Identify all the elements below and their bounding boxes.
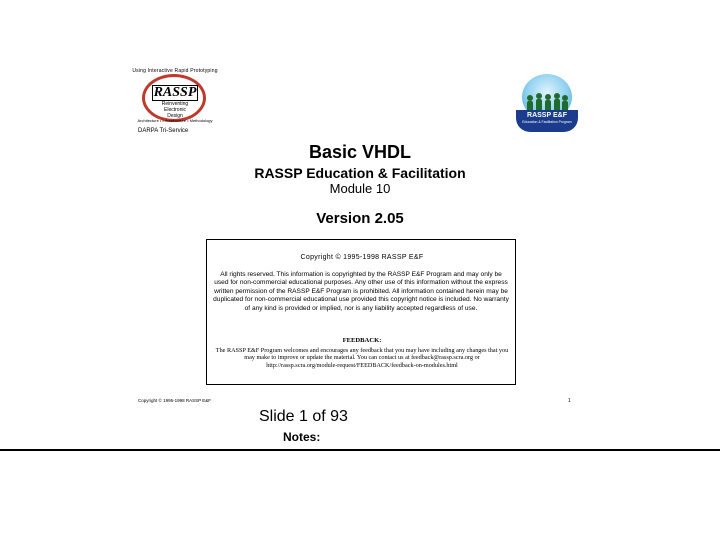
version-label: Version 2.05	[316, 210, 404, 227]
module-label: Module 10	[329, 181, 391, 196]
badge-subtitle: Education & Facilitation Program	[522, 120, 572, 124]
logo-sub-text	[150, 101, 200, 119]
rassp-logo	[130, 68, 220, 130]
logo-sub-line: Reinventing	[161, 101, 189, 107]
feedback-body	[215, 347, 509, 369]
slide-footer-page: 1	[568, 398, 571, 404]
logo-caption: DARPA Tri-Service	[138, 128, 189, 134]
badge-title: RASSP E&F	[527, 112, 567, 119]
logo-top-text: Using Interactive Rapid Prototyping	[132, 68, 218, 74]
logo-sub-line: Electronic	[164, 107, 186, 113]
slide-title: Basic VHDL	[308, 142, 412, 162]
feedback-link[interactable]: http://rassp.scra.org/module-request/FEEDBACK/feedback-on-modules.html	[266, 361, 458, 369]
rights-statement: All rights reserved. This information is copyrighted by the RASSP E&F Program and may only be used for non-commercial educational purposes. Any other use of this information without the express written permission of the RASSP E&F Program is prohibited. All information contained herein may be duplicated for non-commercial educational use provided this copyright notice is included. No warranty of any kind is provided or implied, nor is any liability accepted regardless of use.	[213, 271, 509, 312]
slide-counter: Slide 1 of 93	[259, 408, 348, 425]
slide-footer-copyright: Copyright © 1995-1998 RASSP E&F	[138, 398, 212, 403]
logo-sub-line: Design	[167, 113, 183, 119]
logo-wordmark: RASSP	[153, 85, 197, 100]
logo-bottom-text: Architecture • Infrastructure • Methodology	[137, 118, 213, 123]
copyright-line: Copyright © 1995-1998 RASSP E&F	[300, 254, 424, 261]
slide-subtitle: RASSP Education & Facilitation	[254, 165, 466, 181]
badge-band	[516, 110, 578, 132]
notes-divider	[0, 449, 720, 451]
copyright-box	[206, 239, 516, 385]
notes-label: Notes:	[283, 430, 321, 444]
feedback-text: The RASSP E&F Program welcomes and encourages any feedback that you may have including any changes that you may make to improve or update the material. You can contact us at feedback@rassp.scra.org or	[215, 347, 509, 362]
ef-badge-logo	[514, 74, 580, 134]
feedback-heading: FEEDBACK:	[342, 337, 382, 344]
